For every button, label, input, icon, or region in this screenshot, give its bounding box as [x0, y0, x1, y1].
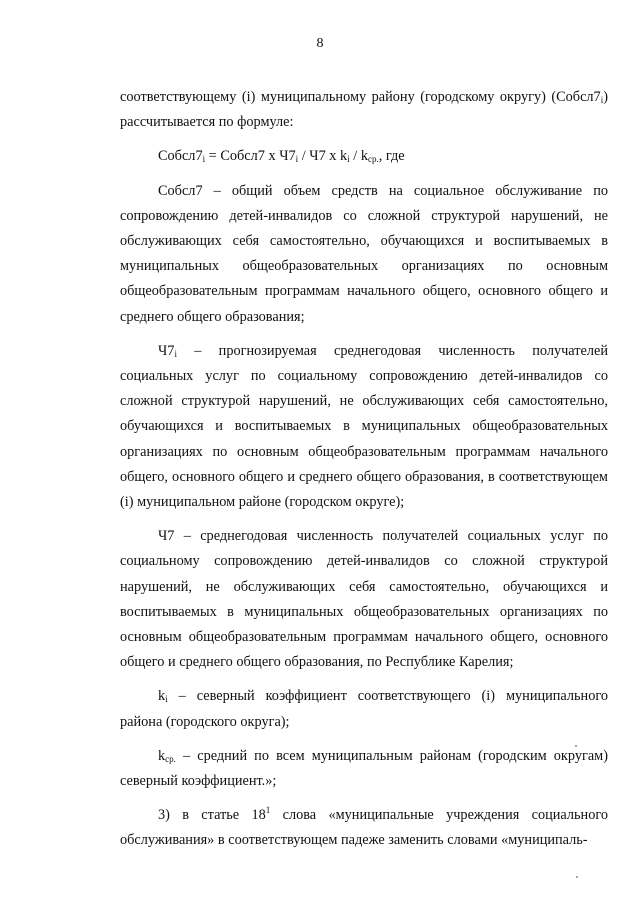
document-body	[120, 85, 608, 854]
definition-ki: $k_i$ – северный коэффициент соответствующего (i) муниципального района (городского округа);	[120, 688, 608, 730]
scan-speck	[576, 876, 578, 878]
definition-kcp: $k_{ср.}$ – средний по всем муниципальным районам (городским округам) северный коэффициент.»;	[120, 747, 608, 790]
scan-speck	[575, 745, 577, 747]
definition-sobsl7: Собсл7 – общий объем средств на социальное обслуживание по сопровождению детей-инвалидов со сложной структурой нарушений, не обслуживающих себя самостоятельно, обучающихся и воспитываемых в муниципальных общеобразовательных организациях по основным общеобразовательным программам начального общего, основного общего и среднего общего образования;	[120, 182, 608, 325]
paragraph-intro: соответствующему (i) муниципальному району (городскому округу) $(Собсл7_i)$ рассчитывается по формуле:	[120, 89, 608, 131]
item-3: 3) в статье $18^1$ слова «муниципальные учреждения социального обслуживания» в соответствующем падеже заменить словами «муниципаль-	[120, 805, 609, 849]
definition-ch7i: $Ч7_i$ – прогнозируемая среднегодовая численность получателей социальных услуг по социальному сопровождению детей-инвалидов со сложной структурой нарушений, не обслуживающих себя самостоятельно, обучающихся и воспитываемых в муниципальных общеобразовательных организациях по основным общеобразовательным программам начального общего, основного общего и среднего общего образования, в соответствующем (i) муниципальном районе (городском округе);	[120, 342, 608, 511]
page-number: 8	[316, 36, 324, 51]
formula: $Собсл7_i$ = Собсл7 х $Ч7_i / Ч7$ х $k_i / k_{ср.}$, где	[158, 148, 405, 165]
definition-ch7: Ч7 – среднегодовая численность получателей социальных услуг по социальному сопровождению детей-инвалидов со сложной структурой нарушений, не обслуживающих себя самостоятельно, обучающихся и воспитываемых в муниципальных общеобразовательных организациях по основным общеобразовательным программам начального общего, основного общего и среднего общего образования, по Республике Карелия;	[120, 528, 608, 671]
